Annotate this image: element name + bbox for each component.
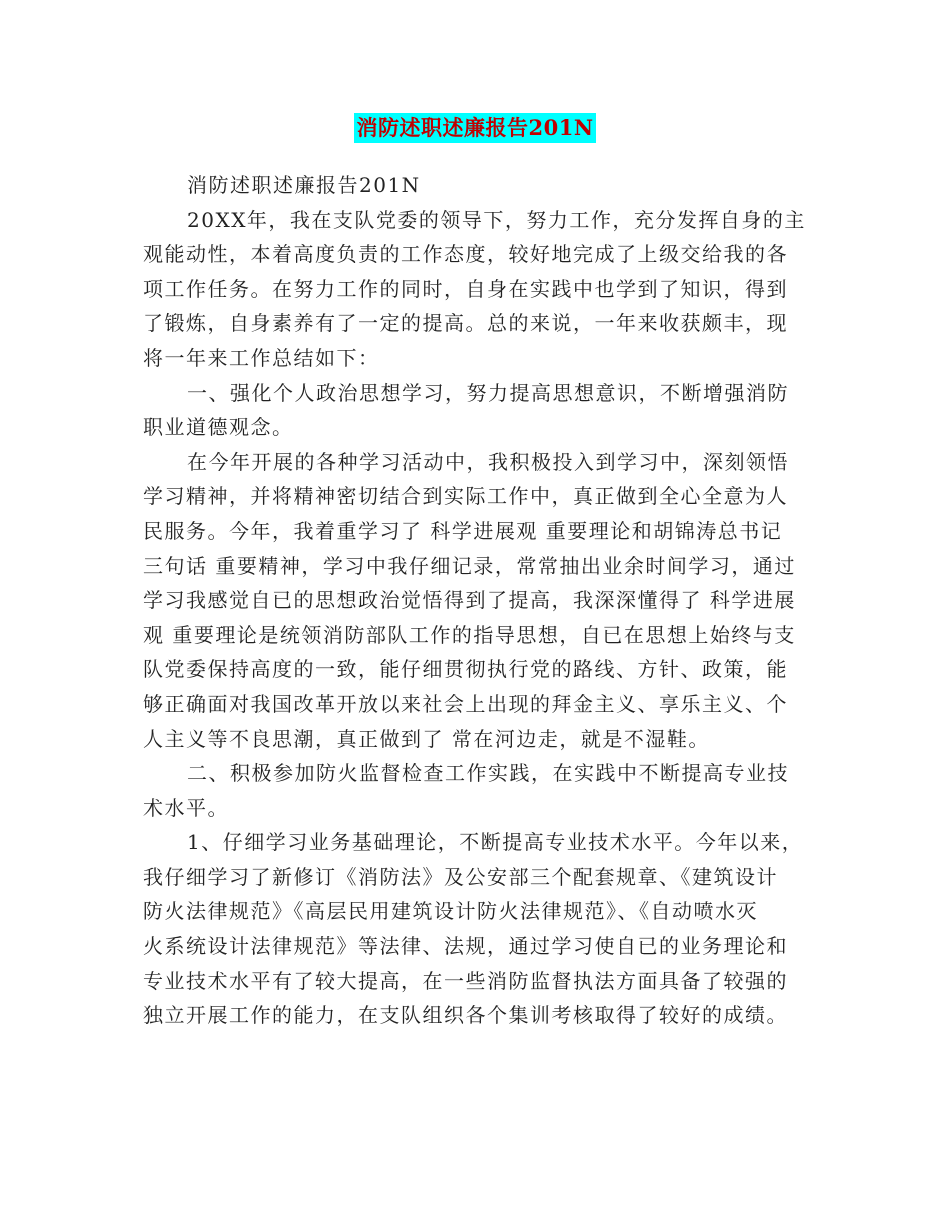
- text-line: 二、积极参加防火监督检查工作实践，在实践中不断提高专业技: [187, 761, 789, 786]
- text-line: 职业道德观念。: [143, 415, 294, 440]
- text-line: 消防述职述廉报告201N: [187, 173, 421, 197]
- text-line: 将一年来工作总结如下：: [143, 345, 380, 370]
- text-line: 在今年开展的各种学习活动中，我积极投入到学习中，深刻领悟: [187, 449, 789, 474]
- title-container: [0, 113, 950, 143]
- text-line: 够正确面对我国改革开放以来社会上出现的拜金主义、享乐主义、个: [143, 691, 788, 716]
- text-line: 火系统设计法律规范》等法律、法规，通过学习使自已的业务理论和: [143, 934, 788, 959]
- text-line: 防火法律规范》《高层民用建筑设计防火法律规范》、《自动喷水灭: [143, 899, 758, 924]
- text-line: 术水平。: [143, 795, 229, 820]
- text-line: 观能动性，本着高度负责的工作态度，较好地完成了上级交给我的各: [143, 242, 788, 267]
- text-line: 独立开展工作的能力，在支队组织各个集训考核取得了较好的成绩。: [143, 1003, 788, 1028]
- text-line: 一、强化个人政治思想学习，努力提高思想意识，不断增强消防: [187, 380, 789, 405]
- text-line: 我仔细学习了新修订《消防法》及公安部三个配套规章、《建筑设计: [143, 864, 778, 889]
- text-line: 三句话 重要精神，学习中我仔细记录，常常抽出业余时间学习，通过: [143, 553, 796, 578]
- document-title: 消防述职述廉报告201N: [354, 113, 595, 143]
- text-line: 了锻炼，自身素养有了一定的提高。总的来说，一年来收获颇丰，现: [143, 311, 788, 336]
- text-line: 学习精神，并将精神密切结合到实际工作中，真正做到全心全意为人: [143, 484, 788, 509]
- text-line: 专业技术水平有了较大提高，在一些消防监督执法方面具备了较强的: [143, 968, 788, 993]
- text-line: 人主义等不良思潮，真正做到了 常在河边走，就是不湿鞋。: [143, 726, 710, 751]
- text-line: 1、仔细学习业务基础理论，不断提高专业技术水平。今年以来，: [187, 830, 804, 855]
- text-line: 民服务。今年，我着重学习了 科学进展观 重要理论和胡锦涛总书记: [143, 518, 783, 543]
- text-line: 队党委保持高度的一致，能仔细贯彻执行党的路线、方针、政策，能: [143, 657, 788, 682]
- text-line: 观 重要理论是统领消防部队工作的指导思想，自已在思想上始终与支: [143, 622, 796, 647]
- text-line: 20XX年，我在支队党委的领导下，努力工作，充分发挥自身的主: [187, 207, 806, 232]
- text-line: 项工作任务。在努力工作的同时，自身在实践中也学到了知识，得到: [143, 276, 788, 301]
- text-line: 学习我感觉自已的思想政治觉悟得到了提高，我深深懂得了 科学进展: [143, 588, 796, 613]
- document-body: [143, 168, 806, 1033]
